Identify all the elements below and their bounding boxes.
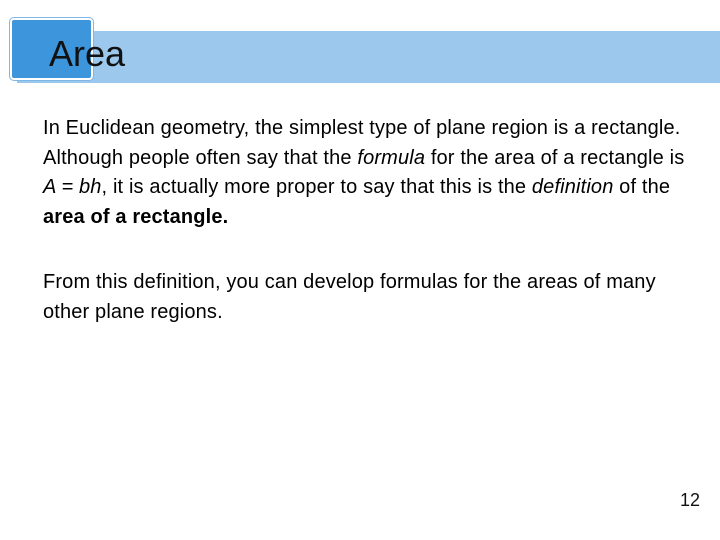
paragraph-2-text: From this definition, you can develop formulas for the areas of many other plane regions. — [43, 271, 656, 323]
body-paragraph-2 — [43, 268, 693, 327]
paragraph-1-text-run: for the area of a rectangle is — [425, 146, 685, 169]
slide-title: Area — [49, 33, 126, 74]
paragraph-1-text-run: In Euclidean geometry, the simplest type of plane region is a rectangle. Although people often say that the — [43, 117, 681, 169]
paragraph-1-bold-term: area of a rectangle. — [43, 205, 229, 228]
body-paragraph-1 — [43, 114, 693, 232]
paragraph-1-italic-formula: formula — [357, 146, 426, 169]
page-number: 12 — [679, 490, 700, 510]
paragraph-1-text-run: , it is actually more proper to say that this is the — [101, 176, 532, 198]
paragraph-1-italic-definition: definition — [531, 176, 614, 198]
paragraph-1-italic-equation: A = bh — [43, 176, 102, 198]
paragraph-1-text-run: of the — [613, 176, 671, 198]
